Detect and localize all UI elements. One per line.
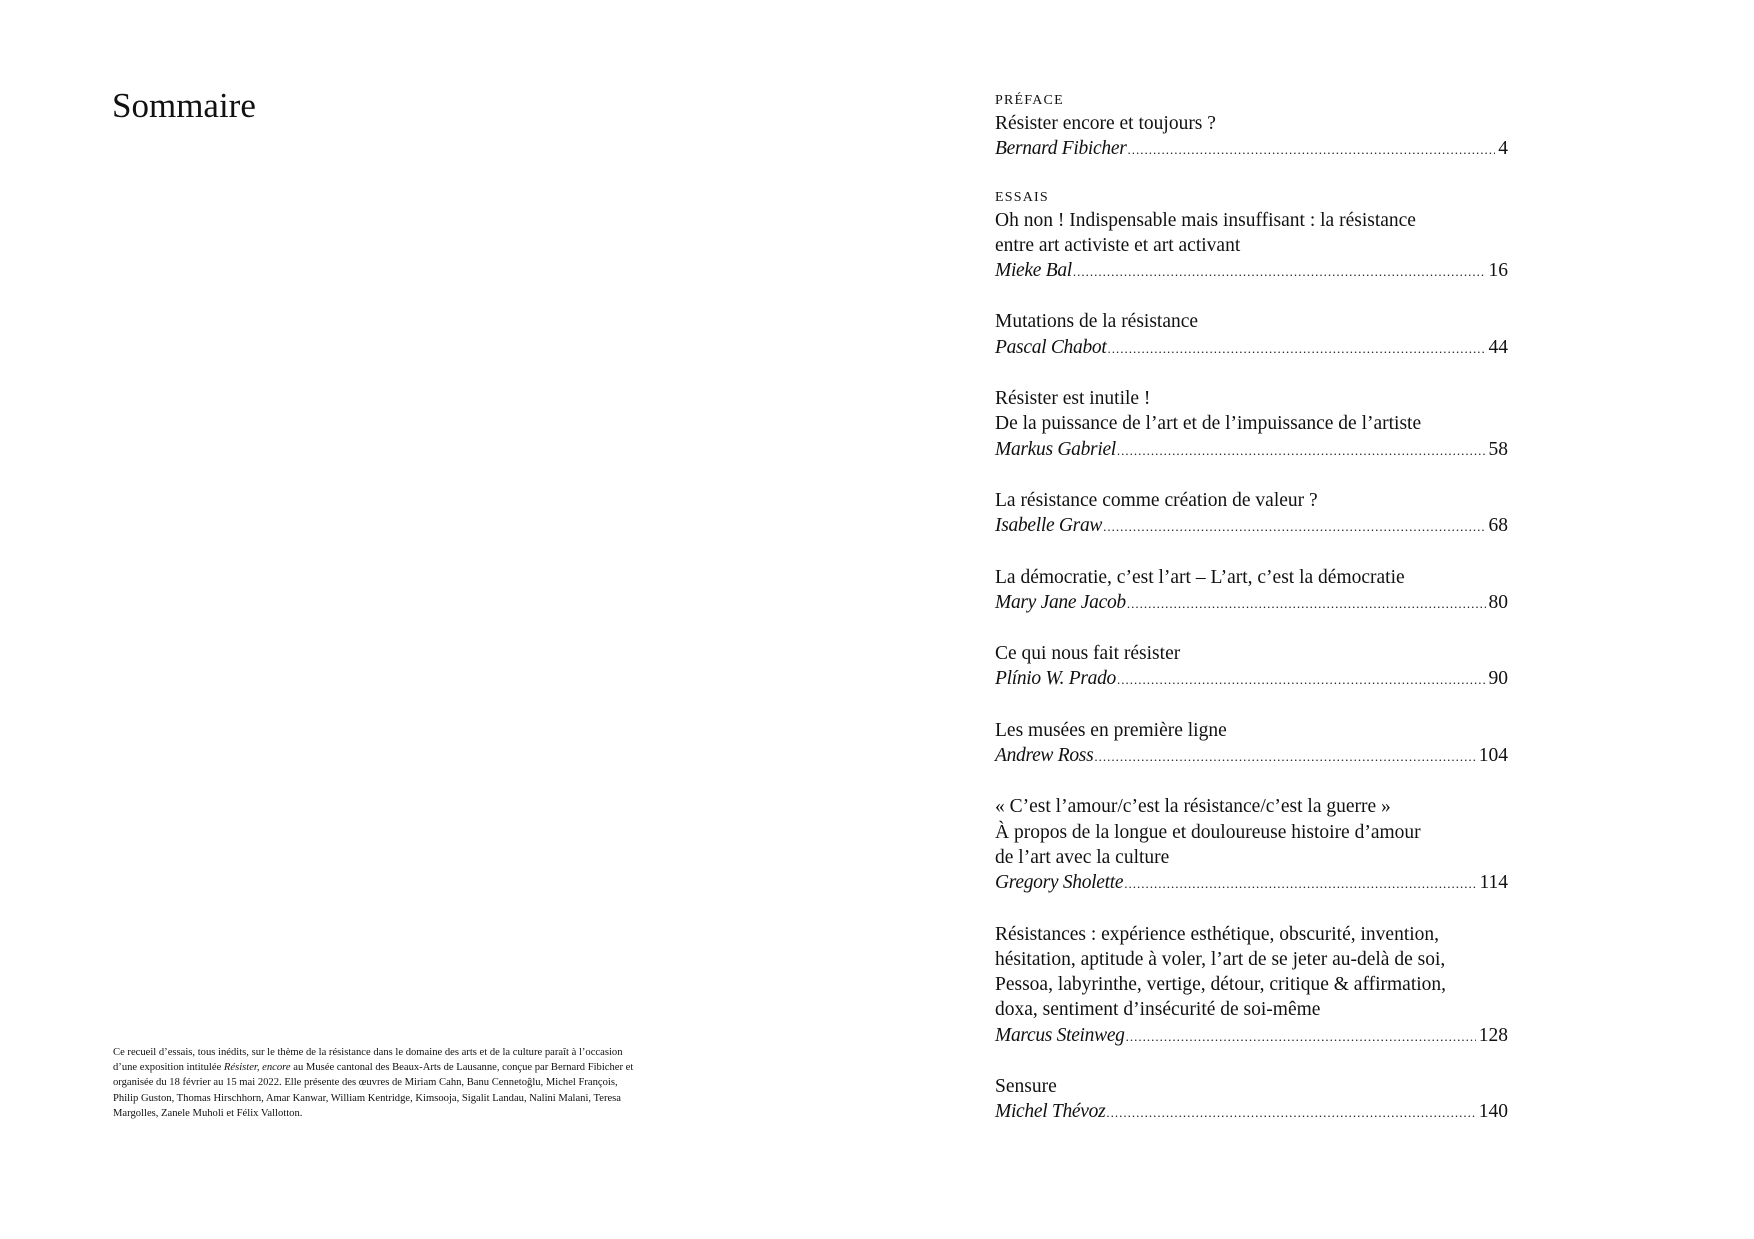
toc-entry[interactable] xyxy=(995,794,1508,896)
entry-page-number: 114 xyxy=(1479,872,1508,894)
toc-entry[interactable] xyxy=(995,718,1508,770)
colophon-caption xyxy=(113,1045,643,1121)
entry-title: Les musées en première ligne xyxy=(995,719,1227,741)
entry-author: Bernard Fibicher xyxy=(995,138,1127,160)
entry-title: De la puissance de l’art et de l’impuissance de l’artiste xyxy=(995,413,1422,435)
entry-title: Résistances : expérience esthétique, obscurité, invention, xyxy=(995,923,1440,945)
dot-leader xyxy=(1073,259,1486,284)
entry-title: Mutations de la résistance xyxy=(995,311,1199,333)
toc-entry[interactable] xyxy=(995,111,1508,163)
entry-author-line xyxy=(995,666,1508,692)
dot-leader xyxy=(1128,137,1496,162)
entry-author: Gregory Sholette xyxy=(995,872,1124,894)
dot-leader xyxy=(1094,744,1475,769)
entry-title: À propos de la longue et douloureuse histoire d’amour xyxy=(995,821,1421,843)
toc-entry[interactable] xyxy=(995,386,1508,463)
entry-author-line xyxy=(995,1099,1508,1125)
entry-page-number: 58 xyxy=(1488,438,1508,460)
entry-title: Oh non ! Indispensable mais insuffisant : la résistance xyxy=(995,209,1416,231)
table-of-contents xyxy=(995,91,1508,1151)
entry-page-number: 68 xyxy=(1488,515,1508,537)
entry-author-line xyxy=(995,437,1508,463)
dot-leader xyxy=(1107,336,1485,361)
entry-author-line xyxy=(995,258,1508,284)
toc-entry[interactable] xyxy=(995,565,1508,617)
dot-leader xyxy=(1106,1100,1475,1125)
exhibition-title: Résister, encore xyxy=(223,1062,291,1074)
entry-author: Isabelle Graw xyxy=(995,515,1103,537)
entry-title: entre art activiste et art activant xyxy=(995,234,1241,256)
entry-author-line xyxy=(995,136,1508,162)
entry-author: Markus Gabriel xyxy=(995,438,1116,460)
toc-entry[interactable] xyxy=(995,309,1508,361)
entry-title: « C’est l’amour/c’est la résistance/c’est la guerre » xyxy=(995,796,1391,818)
toc-entry[interactable] xyxy=(995,1074,1508,1126)
entry-title: La démocratie, c’est l’art – L’art, c’est la démocratie xyxy=(995,566,1405,588)
entry-author-line xyxy=(995,870,1508,896)
entry-author: Mary Jane Jacob xyxy=(995,591,1126,613)
entry-title: La résistance comme création de valeur ? xyxy=(995,489,1318,511)
entry-title: de l’art avec la culture xyxy=(995,846,1170,868)
entry-page-number: 128 xyxy=(1478,1024,1508,1046)
section-label-preface: PRÉFACE xyxy=(995,93,1064,108)
entry-page-number: 80 xyxy=(1488,591,1508,613)
entry-page-number: 44 xyxy=(1488,336,1508,358)
entry-title: Ce qui nous fait résister xyxy=(995,643,1181,665)
entry-title: doxa, sentiment d’insécurité de soi-même xyxy=(995,999,1321,1021)
entry-author-line xyxy=(995,513,1508,539)
entry-author: Mieke Bal xyxy=(995,260,1072,282)
entry-page-number: 90 xyxy=(1488,668,1508,690)
caption-text: Ce recueil d’essais, tous inédits, sur le thème de la résistance dans le domaine des arts et de la culture paraît à l’occasion d’une exposition intitulée xyxy=(113,1047,623,1074)
entry-title: Pessoa, labyrinthe, vertige, détour, critique & affirmation, xyxy=(995,974,1447,996)
dot-leader xyxy=(1126,1024,1476,1049)
section-label-essais: ESSAIS xyxy=(995,189,1049,205)
dot-leader xyxy=(1117,438,1486,463)
dot-leader xyxy=(1103,514,1485,539)
toc-entry[interactable] xyxy=(995,208,1508,285)
entry-page-number: 140 xyxy=(1478,1101,1508,1123)
entry-page-number: 4 xyxy=(1498,138,1508,160)
toc-entry[interactable] xyxy=(995,488,1508,540)
entry-page-number: 104 xyxy=(1478,745,1508,767)
dot-leader xyxy=(1117,667,1486,692)
entry-title: Sensure xyxy=(995,1076,1057,1098)
entry-author: Pascal Chabot xyxy=(995,336,1107,358)
entry-title: hésitation, aptitude à voler, l’art de se jeter au-delà de soi, xyxy=(995,948,1446,970)
toc-entry[interactable] xyxy=(995,641,1508,693)
entry-author-line xyxy=(995,335,1508,361)
dot-leader xyxy=(1127,591,1486,616)
caption-text: au Musée cantonal des Beaux-Arts de Lausanne, conçue par Bernard Fibicher et organisée du 18 février au 15 mai 2022. Elle présente des œuvres de Miriam Cahn, Banu Cennetoğlu, Michel François, Philip Guston, Thomas Hirschhorn, Amar Kanwar, William Kentridge, Kimsooja, Sigalit Landau, Nalini Malani, Teresa Margolles, Zanele Muholi et Félix Vallotton. xyxy=(113,1062,634,1119)
entry-title: Résister encore et toujours ? xyxy=(995,113,1216,134)
entry-page-number: 16 xyxy=(1488,260,1508,282)
dot-leader xyxy=(1124,871,1476,896)
entry-author: Michel Thévoz xyxy=(995,1101,1106,1123)
entry-author: Marcus Steinweg xyxy=(995,1024,1125,1046)
entry-author: Andrew Ross xyxy=(995,745,1094,767)
entry-author: Plínio W. Prado xyxy=(995,668,1116,690)
entry-author-line xyxy=(995,743,1508,769)
entry-author-line xyxy=(995,590,1508,616)
entry-title: Résister est inutile ! xyxy=(995,388,1151,410)
page-title: Sommaire xyxy=(112,86,256,125)
toc-entry[interactable] xyxy=(995,922,1508,1049)
entry-author-line xyxy=(995,1023,1508,1049)
